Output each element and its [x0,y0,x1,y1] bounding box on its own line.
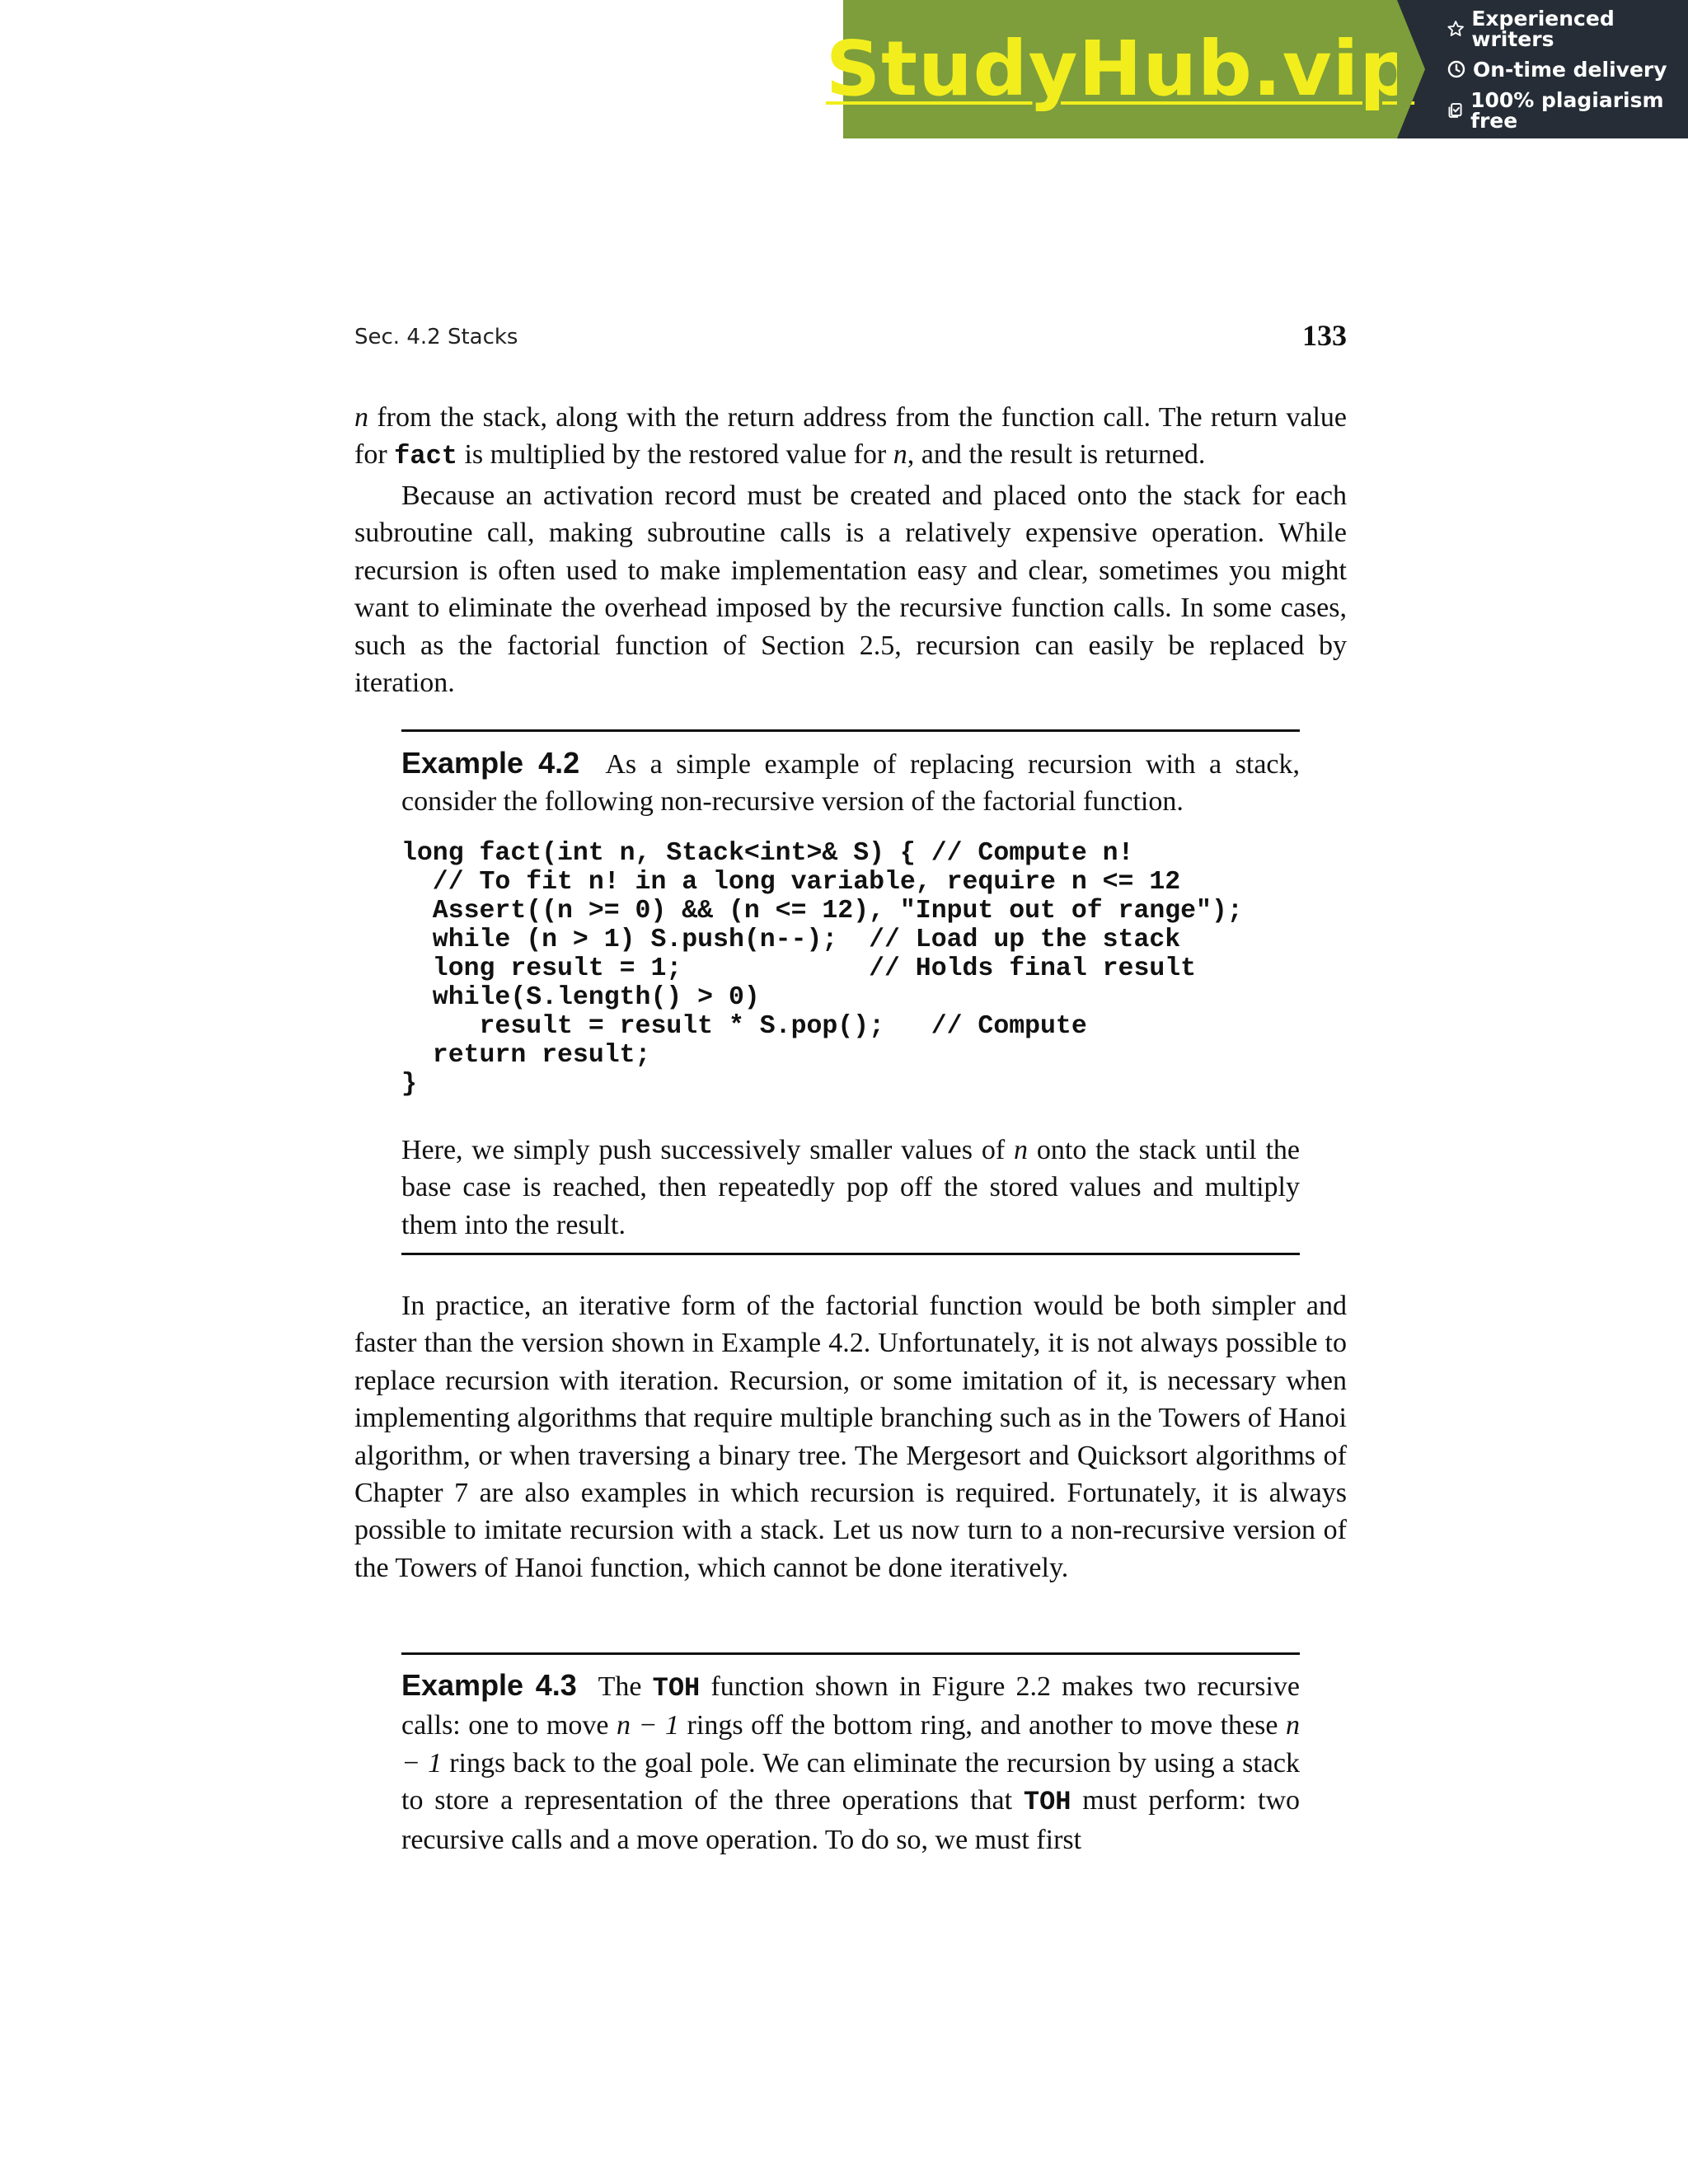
example-4-3 [401,1666,1300,1858]
example-intro: Example 4.3 The TOH function shown in Figure 2.2 makes two recursive calls: one to move n − 1 rings off the bottom ring, and another to move these n − 1 rings back to the goal pole. We can eliminate the recursion by using a stack to store a representation of the three operations that TOH must perform: two recursive calls and a move operation. To do so, we must first [401,1668,1300,1855]
banner-perks [1397,0,1688,138]
example-bottom-rule [401,1253,1300,1255]
perk-label: On-time delivery [1473,57,1667,82]
example-top-rule [401,1652,1300,1655]
studyhub-banner[interactable] [825,0,1688,138]
document-check-icon [1447,101,1464,120]
page-number: 133 [1302,319,1347,352]
perk-label: Experienced writers [1471,6,1615,51]
inline-code-toh: TOH [652,1673,701,1704]
running-head: Sec. 4.2 Stacks [354,325,518,349]
perk-label: 100% plagiarism free [1470,87,1664,133]
code-block-fact: long fact(int n, Stack<int>& S) { // Compute n! // To fit n! in a long variable, require n <= 12 Assert((n >= 0) && (n <= 12), "Input out of range"); while (n > 1) S.push(n--); // Load up the stack long result = 1; // Holds final result while(S.length() > 0) result = result * S.pop(); // Compute return result; } [401,838,1243,1099]
example-explanation: Here, we simply push successively smaller values of n onto the stack until the base case is reached, then repeatedly pop off the stored values and multiply them into the result. [401,1134,1301,1240]
paragraph-activation-record: Because an activation record must be created and placed onto the stack for each subroutine call, making subroutine calls is a relatively expensive operation. While recursion is often used to make implementation easy and clear, sometimes you might want to eliminate the overhead imposed by the recursive function calls. In some cases, such as the factorial function of Section 2.5, recursion can easily be replaced by iteration. [354,480,1347,699]
example-4-2 [401,744,1300,1244]
paragraph-continuation: n from the stack, along with the return address from the function call. The return value for fact is multiplied by the restored value for n, and the result is returned. [354,402,1347,472]
example-intro: Example 4.2 As a simple example of replacing recursion with a stack, consider the following non-recursive version of the factorial function. [401,746,1301,818]
example-top-rule [401,729,1300,732]
example-label: Example 4.2 [401,746,580,780]
inline-code-fact: fact [394,441,457,472]
banner-logo-area[interactable] [825,0,1415,138]
perk-on-time-delivery [1447,59,1688,80]
star-icon [1447,19,1465,39]
clock-icon [1447,59,1466,79]
studyhub-logo[interactable]: StudyHub.vip [825,25,1415,113]
example-label: Example 4.3 [401,1668,577,1702]
inline-code-toh: TOH [1023,1787,1071,1818]
perk-plagiarism-free [1447,87,1688,133]
paragraph-in-practice: In practice, an iterative form of the factorial function would be both simpler and faster than the version shown in Example 4.2. Unfortunately, it is not always possible to replace recursion with iteration. Recursion, or some imitation of it, is necessary when implementing algorithms that require multiple branching such as in the Towers of Hanoi algorithm, or when traversing a binary tree. The Mergesort and Quicksort algorithms of Chapter 7 are also examples in which recursion is required. Fortunately, it is always possible to imitate recursion with a stack. Let us now turn to a non-recursive version of the Towers of Hanoi function, which cannot be done iteratively. [354,1291,1347,1583]
perk-experienced-writers [1447,8,1688,49]
